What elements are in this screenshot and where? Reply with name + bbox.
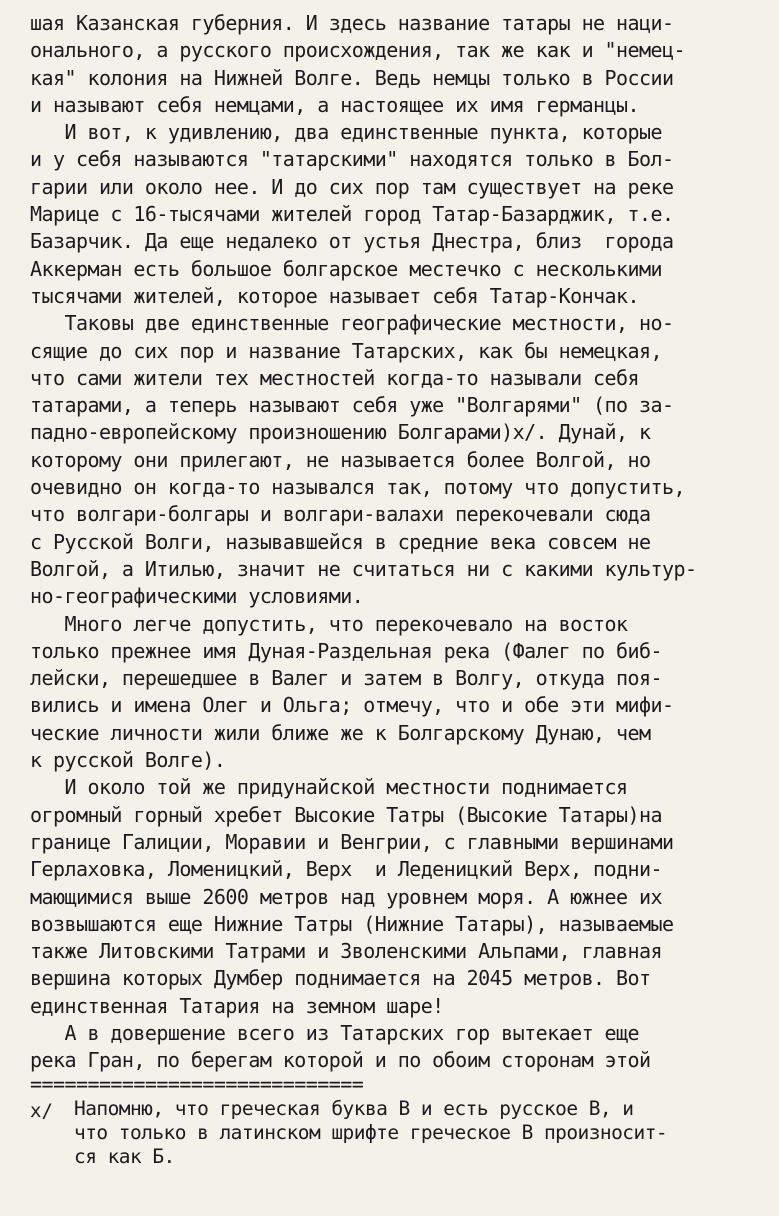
body-text bbox=[30, 10, 767, 1075]
text-line: река Гран, по берегам которой и по обоим сторонам этой bbox=[30, 1048, 651, 1073]
footnote-line: ся как Б. bbox=[74, 1144, 175, 1168]
text-line: только прежнее имя Дуная-Раздельная река (Фалег по биб- bbox=[30, 638, 663, 663]
text-line: к русской Волге). bbox=[30, 748, 226, 773]
footnote bbox=[30, 1097, 767, 1169]
text-line: А в довершение всего из Татарских гор вытекает еще bbox=[30, 1020, 640, 1045]
text-line: вились и имена Олег и Ольга; отмечу, что и обе эти мифи- bbox=[30, 693, 674, 718]
text-line: Марице с 16-тысячами жителей город Татар-Базарджик, т.е. bbox=[30, 202, 674, 227]
text-line: сящие до сих пор и название Татарских, как бы немецкая, bbox=[30, 338, 663, 363]
text-line: татарами, а теперь называют себя уже "Волгарями" (по за- bbox=[30, 393, 674, 418]
footnote-mark: x/ bbox=[30, 1099, 53, 1122]
text-line: падно-европейскому произношению Болгарами)x/. Дунай, к bbox=[30, 420, 651, 445]
text-line: И около той же придунайской местности поднимается bbox=[30, 775, 628, 800]
text-line: вершина которых Думбер поднимается на 2045 метров. Вот bbox=[30, 966, 651, 991]
text-line: И вот, к удивлению, два единственные пункта, которые bbox=[30, 120, 663, 145]
text-line: Таковы две единственные географические местности, но- bbox=[30, 311, 674, 336]
text-line: но-географическими условиями. bbox=[30, 584, 364, 609]
text-line: что волгари-болгары и волгари-валахи перекочевали сюда bbox=[30, 502, 651, 527]
text-line: возвышаются еще Нижние Татры (Нижние Татары), называемые bbox=[30, 911, 674, 936]
text-line: также Литовскими Татрами и Зволенскими Альпами, главная bbox=[30, 939, 663, 964]
text-line: гарии или около нее. И до сих пор там существует на реке bbox=[30, 174, 674, 199]
text-line: шая Казанская губерния. И здесь название татары не наци- bbox=[30, 11, 674, 35]
text-line: лейски, перешедшее в Валег и затем в Волгу, откуда поя- bbox=[30, 666, 663, 691]
text-line: Волгой, а Итилью, значит не считаться ни с какими культур- bbox=[30, 556, 697, 581]
text-line: огромный горный хребет Высокие Татры (Высокие Татары)на bbox=[30, 802, 663, 827]
text-line: Герлаховка, Ломеницкий, Верх и Леденицкий Верх, подни- bbox=[30, 857, 663, 882]
text-line: кая" колония на Нижней Волге. Ведь немцы только в России bbox=[30, 65, 674, 90]
text-line: и называют себя немцами, а настоящее их имя германцы. bbox=[30, 92, 640, 117]
footnote-separator: ============================= bbox=[30, 1071, 364, 1096]
text-line: Базарчик. Да еще недалеко от устья Днестра, близ города bbox=[30, 229, 674, 254]
text-line: границе Галиции, Моравии и Венгрии, с главными вершинами bbox=[30, 829, 674, 854]
footnote-line: что только в латинском шрифте греческое В произносит- bbox=[74, 1120, 668, 1144]
text-line: ческие личности жили ближе же к Болгарскому Дунаю, чем bbox=[30, 720, 651, 745]
text-line: единственная Татария на земном шаре! bbox=[30, 993, 444, 1018]
text-line: которому они прилегают, не называется более Волгой, но bbox=[30, 447, 651, 472]
footnote-body bbox=[74, 1097, 767, 1169]
text-line: мающимися выше 2600 метров над уровнем моря. А южнее их bbox=[30, 884, 663, 909]
text-line: что сами жители тех местностей когда-то называли себя bbox=[30, 365, 640, 390]
text-line: с Русской Волги, называвшейся в средние века совсем не bbox=[30, 529, 651, 554]
text-line: Много легче допустить, что перекочевало на восток bbox=[30, 611, 628, 636]
text-line: очевидно он когда-то назывался так, потому что допустить, bbox=[30, 475, 685, 500]
text-line: онального, а русского происхождения, так же как и "немец- bbox=[30, 38, 685, 63]
text-line: Аккерман есть большое болгарское местечко с несколькими bbox=[30, 256, 663, 281]
text-line: тысячами жителей, которое называет себя Татар-Кончак. bbox=[30, 283, 640, 308]
footnote-line: Напомню, что греческая буква В и есть русское В, и bbox=[74, 1096, 634, 1120]
text-line: и у себя называются "татарскими" находятся только в Бол- bbox=[30, 147, 674, 172]
